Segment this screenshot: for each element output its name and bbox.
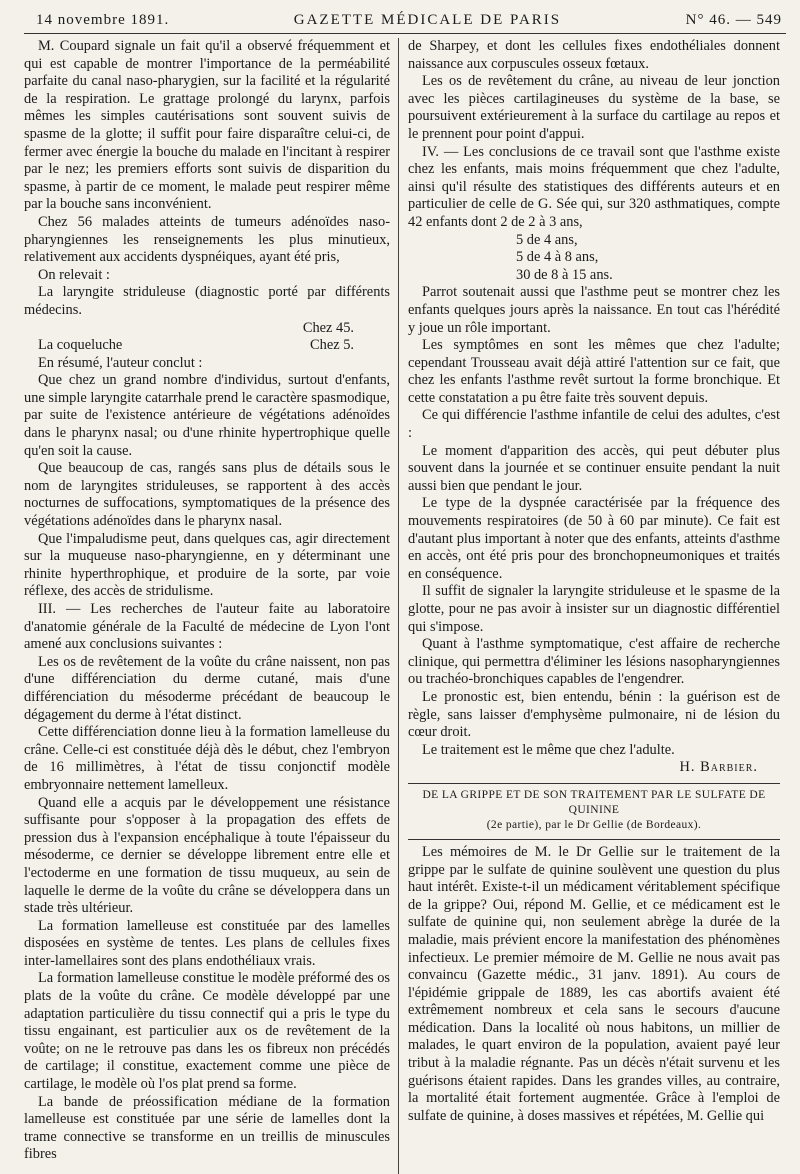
stats-value: Chez 45. bbox=[302, 319, 354, 336]
header-date: 14 novembre 1891. bbox=[36, 12, 170, 28]
paragraph: En résumé, l'auteur conclut : bbox=[38, 354, 203, 371]
right-column bbox=[398, 38, 780, 1164]
paragraph: Il suffit de signaler la laryngite striduleuse et le spasme de la glotte, pour ne pas avoir à insister sur un diagnostic différentiel qui s'impose. bbox=[408, 583, 780, 635]
column-rule bbox=[398, 38, 399, 1174]
age-line: 5 de 4 à 8 ans, bbox=[516, 249, 599, 266]
columns bbox=[24, 38, 786, 1164]
paragraph: Les mémoires de M. le Dr Gellie sur le traitement de la grippe par le sulfate de quinine soulèvent une question du plus haut intérêt. Existe-t-il un médicament véritablement spécifique de la grippe? Oui, répond M. Gellie, et ce médicament est le sulfate de quinine qui, non seulement abrège la durée de la maladie, mais prévient encore la manifestation des phénomènes infectieux. Le premier mémoire de M. Gellie ne nous avait pas convaincu (Gazette médic., 31 janv. 1891). Au cours de l'épidémie grippale de 1889, les cas abortifs avaient été extrêmement nombreux et cela sans le secours d'aucune médication. Dans la localité où nous habitons, un millier de malades, le quart environ de la population, avaient payé leur tribut à la maladie régnante. Pas un décès n'était survenu et les guérisons étaient rapides. Dans les grandes villes, au contraire, la mortalité était fortement augmentée. Grâce à l'emploi de sulfate de quinine, à doses massives et répétées, M. Gellie qui bbox=[408, 843, 780, 1124]
stats-label: La coqueluche bbox=[38, 337, 123, 354]
paragraph: Que chez un grand nombre d'individus, surtout d'enfants, une simple laryngite catarrhale prend le caractère spasmodique, par suite de l'existence antérieure de végétations adénoïdes dans le pharynx nasal; ou d'une rhinite hypertrophique quelle qu'en soit la cause. bbox=[24, 372, 390, 459]
paragraph: Cette différenciation donne lieu à la formation lamelleuse du crâne. Celle-ci est constituée déjà dès le début, chez l'embryon de 16 millimètres, à l'état de tissu conjonctif modèle embryonnaire nettement lamelleux. bbox=[24, 724, 390, 793]
paragraph: Les os de revêtement du crâne, au niveau de leur jonction avec les pièces cartilagineuses du système de la base, se poursuivent extérieurement à la surface du cartilage au repos et le prennent pour point d'appui. bbox=[408, 73, 780, 142]
article-subtitle: (2e partie), par le Dr Gellie (de Bordeaux). bbox=[486, 818, 702, 831]
age-line: 5 de 4 ans, bbox=[516, 231, 578, 248]
age-line: 30 de 8 à 15 ans. bbox=[516, 266, 613, 283]
paragraph: Les symptômes en sont les mêmes que chez l'adulte; cependant Trousseau avait déjà attiré l'attention sur ce fait, que chez les enfants l'asthme revêt surtout la forme bronchique. Et cette constatation a pu être faite très souvent depuis. bbox=[408, 337, 780, 406]
paragraph: de Sharpey, et dont les cellules fixes endothéliales donnent naissance aux corpuscules osseux fœtaux. bbox=[408, 38, 780, 72]
paragraph: La formation lamelleuse est constituée par des lamelles disposées en système de tentes. Les plans de cellules fixes inter-lamellaires sont des plans endothéliaux vrais. bbox=[24, 917, 390, 969]
stats-row bbox=[24, 284, 390, 337]
author-signature: H. Barbier. bbox=[679, 759, 758, 776]
stats-label: La laryngite striduleuse (diagnostic porté par différents médecins. bbox=[24, 284, 390, 318]
journal-title: GAZETTE MÉDICALE DE PARIS bbox=[293, 12, 562, 28]
paragraph: Chez 56 malades atteints de tumeurs adénoïdes naso-pharyngiennes les renseignements les plus minutieux, relativement aux accidents dyspnéiques, ayant été pris, bbox=[24, 213, 390, 266]
paragraph: Le traitement est le même que chez l'adulte. bbox=[422, 741, 675, 758]
page-number: N° 46. — 549 bbox=[685, 12, 782, 28]
paragraph: Ce qui différencie l'asthme infantile de celui des adultes, c'est : bbox=[408, 407, 780, 442]
paragraph: Les os de revêtement de la voûte du crâne naissent, non pas d'une différenciation du derme cutané, mais d'une différenciation du mésoderme précédant de beaucoup le dégagement du derme à l'état distinct. bbox=[24, 653, 390, 723]
article-title: DE LA GRIPPE ET DE SON TRAITEMENT PAR LE SULFATE DE QUININE bbox=[422, 788, 766, 816]
paragraph: Quant à l'asthme symptomatique, c'est affaire de recherche clinique, qui permettra d'éliminer les lésions nasopharyngiennes ou trachéo-bronchiques capables de l'engendrer. bbox=[408, 636, 780, 688]
section-divider bbox=[408, 783, 780, 784]
paragraph: IV. — Les conclusions de ce travail sont que l'asthme existe chez les enfants, mais moins fréquemment que chez l'adulte, ainsi qu'il résulte des statistiques des différents auteurs et en particulier de celle de G. Sée qui, sur 320 asthmatiques, compte 42 enfants dont 2 de 2 à 3 ans, bbox=[408, 143, 780, 230]
stats-value: Chez 5. bbox=[310, 337, 354, 354]
left-column bbox=[24, 38, 398, 1164]
paragraph: M. Coupard signale un fait qu'il a observé fréquemment et qui est capable de montrer l'importance de la perméabilité parfaite du canal naso-pharygien, sur la facilité et la régularité de la respiration. Le grattage prolongé du larynx, parfois mêmes les simples cautérisations sont souvent suivis de spasme de la glotte; il suffit pour faire disparaître celui-ci, de fermer avec énergie la bouche du malade en l'incitant à respirer par le nez; les premiers efforts sont suivis de disparition du spasme, à partir de ce moment, le malade peut respirer même par la bouche sans inconvénient. bbox=[24, 38, 390, 213]
paragraph: Le moment d'apparition des accès, qui peut débuter plus souvent dans la journée et se continuer ensuite pendant la nuit aussi bien que pendant le jour. bbox=[408, 442, 780, 494]
page-header bbox=[24, 12, 786, 34]
paragraph: On relevait : bbox=[38, 266, 110, 283]
paragraph: Que beaucoup de cas, rangés sans plus de détails sous le nom de laryngites striduleuses, se rapportent à des accès nocturnes de suffocations, symptomatiques de la présence des végétations adénoïdes dans le pharynx nasal. bbox=[24, 460, 390, 530]
paragraph: Quand elle a acquis par le développement une résistance suffisante pour s'opposer à la propagation des effets de pression dus à l'expansion encéphalique à toute l'épaisseur du mésoderme, ce dernier se développe librement entre elle et l'ectoderme en une formation de tissu muqueux, au sein de laquelle le derme de la voûte du crâne se développera dans un stade très ultérieur. bbox=[24, 794, 390, 917]
stats-row bbox=[24, 337, 390, 355]
paragraph: Parrot soutenait aussi que l'asthme peut se montrer chez les enfants quelques jours après la naissance. En tout cas l'hérédité y joue un rôle important. bbox=[408, 284, 780, 336]
paragraph: Le type de la dyspnée caractérisée par la fréquence des mouvements respiratoires (de 50 à 60 par minute). Ce fait est d'autant plus important à noter que des enfants, atteints d'asthme en accès, ont été pris pour des bronchopneumoniques et traités en conséquence. bbox=[408, 495, 780, 582]
paragraph: La formation lamelleuse constitue le modèle préformé des os plats de la voûte du crâne. Ce modèle développé par une adaptation particulière du tissu connectif qui a pris le type du tissu engainant, est particulier aux os de revêtement de la voûte; on ne le retrouve pas dans les os fibreux non précédés de cartilage; il constitue, exactement comme une pièce de cartilage, le modèle où l'os plat prend sa forme. bbox=[24, 970, 390, 1093]
paragraph: III. — Les recherches de l'auteur faite au laboratoire d'anatomie générale de la Faculté de médecine de Lyon l'ont amené aux conclusions suivantes : bbox=[24, 601, 390, 653]
paragraph: Que l'impaludisme peut, dans quelques cas, agir directement sur la muqueuse naso-pharyngienne, en y déterminant une rhinite hyperthrophique, et produire de la sorte, par voie réflexe, des accès de stridulisme. bbox=[24, 530, 390, 600]
paragraph: Le pronostic est, bien entendu, bénin : la guérison est de règle, sans laisser d'emphysème pulmonaire, ni de lésion du cœur droit. bbox=[408, 688, 780, 741]
paragraph: La bande de préossification médiane de la formation lamelleuse est constituée par une série de lamelles dont la trame connective se transforme en un treillis de minuscules fibres bbox=[24, 1093, 390, 1163]
section-divider bbox=[408, 839, 780, 840]
